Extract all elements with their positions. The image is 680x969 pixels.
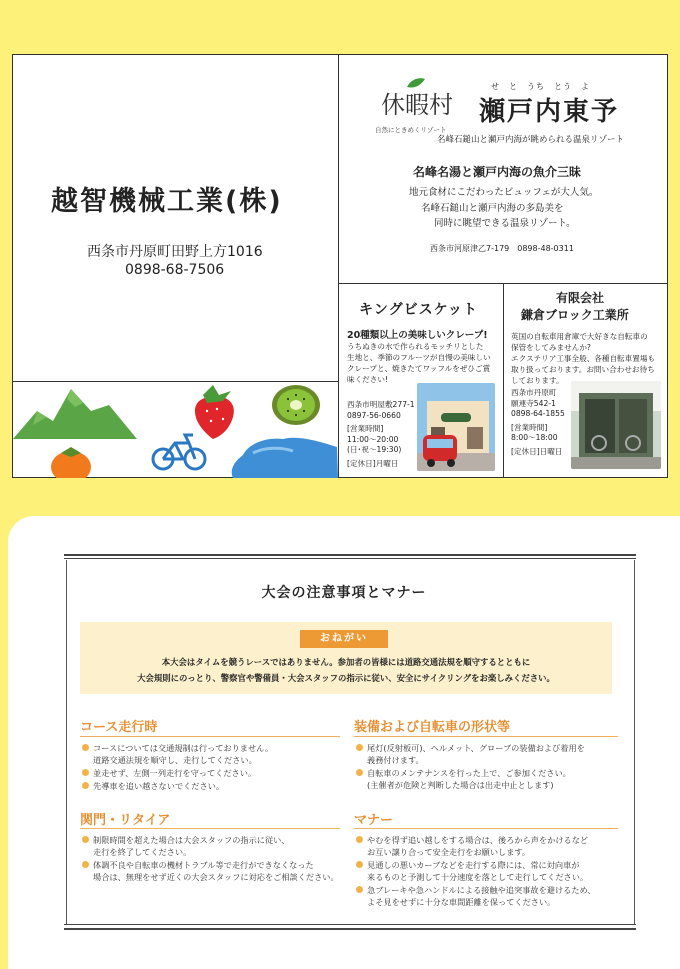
resort-logo: 休暇村 (381, 91, 453, 119)
section-title-checkpoint: 関門・リタイア (80, 813, 171, 828)
section-title-course: コース走行時 (80, 720, 158, 735)
ad-panel (12, 54, 668, 478)
list-item-cont: (主催者が危険と判断した場合は出走中止とします) (367, 780, 554, 790)
request-box (80, 622, 612, 694)
resort-tagline: 自然にときめくリゾート (375, 126, 447, 134)
king-biscuit-desc: うちぬきの水で作られるモッチリとした 生地と、季節のフルーツが自慢の美味しい クレープと、焼きたてワッフルをぜひご賞 味ください! (347, 342, 491, 384)
king-biscuit-shop-photo (417, 383, 495, 471)
list-item: 自転車のメンテナンスを行った上で、ご参加ください。 (356, 767, 571, 779)
list-item: 見通しの悪いカーブなどを走行する際には、常に対向車が (356, 859, 579, 871)
resort-desc: 地元食材にこだわったビュッフェが大人気。 (409, 187, 599, 198)
frame-right (634, 560, 635, 924)
resort-name-ruby: せ と うち とう よ (491, 82, 590, 91)
fruit-bicycle-illustration (13, 381, 338, 478)
list-item: 体調不良や自転車の機材トラブル等で走行ができなくなった (82, 859, 314, 871)
kamakura-name: 有限会社 (556, 291, 605, 305)
kamakura-name: 鎌倉ブロック工業所 (521, 308, 629, 322)
king-biscuit-name: キングビスケット (359, 302, 478, 318)
frame-top (64, 558, 636, 559)
water-illustration (232, 438, 338, 478)
list-item-cont: 来るものと予測して十分速度を落として走行してください。 (367, 872, 589, 882)
resort-name: 瀬戸内東予 (479, 97, 620, 127)
section-rule (80, 736, 340, 737)
persimmon-illustration (51, 447, 91, 478)
list-item-cont: 道路交通法規を順守し、走行してください。 (93, 755, 257, 765)
frame-left (66, 560, 67, 924)
bicycle-icon (153, 435, 205, 469)
resort-subtitle: 名峰石鎚山と瀬戸内海が眺められる温泉リゾート (437, 135, 625, 145)
resort-desc: 名峰石鎚山と瀬戸内海の多島美を (421, 203, 564, 214)
ochi-phone: 0898-68-7506 (125, 262, 225, 278)
request-text: 本大会はタイムを競うレースではありません。参加者の皆様には道路交通法規を順守するとともに (161, 657, 531, 667)
divider (338, 55, 339, 478)
resort-desc: 同時に眺望できる温泉リゾート。 (434, 218, 576, 229)
list-item: コースについては交通規制は行っておりません。 (82, 742, 273, 754)
ochi-company-name: 越智機械工業(株) (51, 186, 283, 217)
request-label: おねがい (300, 630, 388, 648)
strawberry-illustration (195, 385, 234, 439)
list-item: 並走せず、左側一列走行を守ってください。 (82, 767, 256, 779)
king-biscuit-headline: 20種類以上の美味しいクレープ! (347, 330, 488, 341)
section-rule (80, 828, 340, 829)
section-title-equipment: 装備および自転車の形状等 (354, 720, 511, 735)
list-item: 制限時間を超えた場合は大会スタッフの指示に従い、 (82, 834, 290, 846)
list-item-cont: 走行を終了してください。 (93, 847, 192, 857)
list-item-cont: お互い譲り合って安全走行をお願いします。 (367, 847, 531, 857)
list-item: 尾灯(反射板可)、ヘルメット、グローブの装備および着用を (356, 742, 585, 754)
notice-panel (8, 516, 680, 969)
section-title-manners: マナー (354, 813, 394, 828)
mountain-illustration (13, 389, 137, 439)
divider (503, 283, 504, 478)
section-rule (354, 736, 618, 737)
leaf-icon (405, 77, 427, 89)
resort-headline: 名峰名湯と瀬戸内海の魚介三昧 (413, 165, 582, 179)
list-item-cont: よそ見をせずに十分な車間距離を保ってください。 (367, 897, 556, 907)
bicycle-storage-photo (571, 381, 661, 469)
list-item: やむを得ず追い越しをする場合は、後ろから声をかけるなど (356, 834, 588, 846)
frame-top (64, 554, 636, 556)
frame-bottom (64, 924, 636, 925)
list-item-cont: 場合は、無理をせず近くの大会スタッフに対応をご相談ください。 (93, 872, 339, 882)
request-text: 大会規則にのっとり、警察官や警備員・大会スタッフの指示に従い、安全にサイクリングをお楽しみください。 (137, 673, 555, 683)
king-biscuit-info: 西条市明屋敷277-1 0897-56-0660 [営業時間] 11:00〜20:00 (日･祝〜19:30) [定休日]月曜日 (347, 400, 415, 468)
kiwi-illustration (272, 385, 320, 425)
section-rule (354, 828, 618, 829)
list-item: 先導車を追い越さないでください。 (82, 780, 224, 792)
list-item: 急ブレーキや急ハンドルによる接触や追突事故を避けるため、 (356, 884, 596, 896)
kamakura-desc: 英国の自転車用倉庫で大好きな自転車の 保管をしてみませんか? エクステリア工事全般、各種自転車置場も 取り扱っております。お問い合わせお待ち しております。 (511, 332, 656, 385)
ochi-address: 西条市丹原町田野上方1016 (87, 244, 263, 260)
notice-title: 大会の注意事項とマナー (261, 585, 427, 601)
kamakura-info: 西条市丹原町 願連寺542-1 0898-64-1855 [営業時間] 8:00〜18:00 [定休日]日曜日 (511, 388, 565, 456)
resort-contact: 西条市河原津乙7-179 0898-48-0311 (430, 244, 574, 253)
list-item-cont: 義務付けます。 (367, 755, 424, 765)
frame-bottom (64, 928, 636, 930)
